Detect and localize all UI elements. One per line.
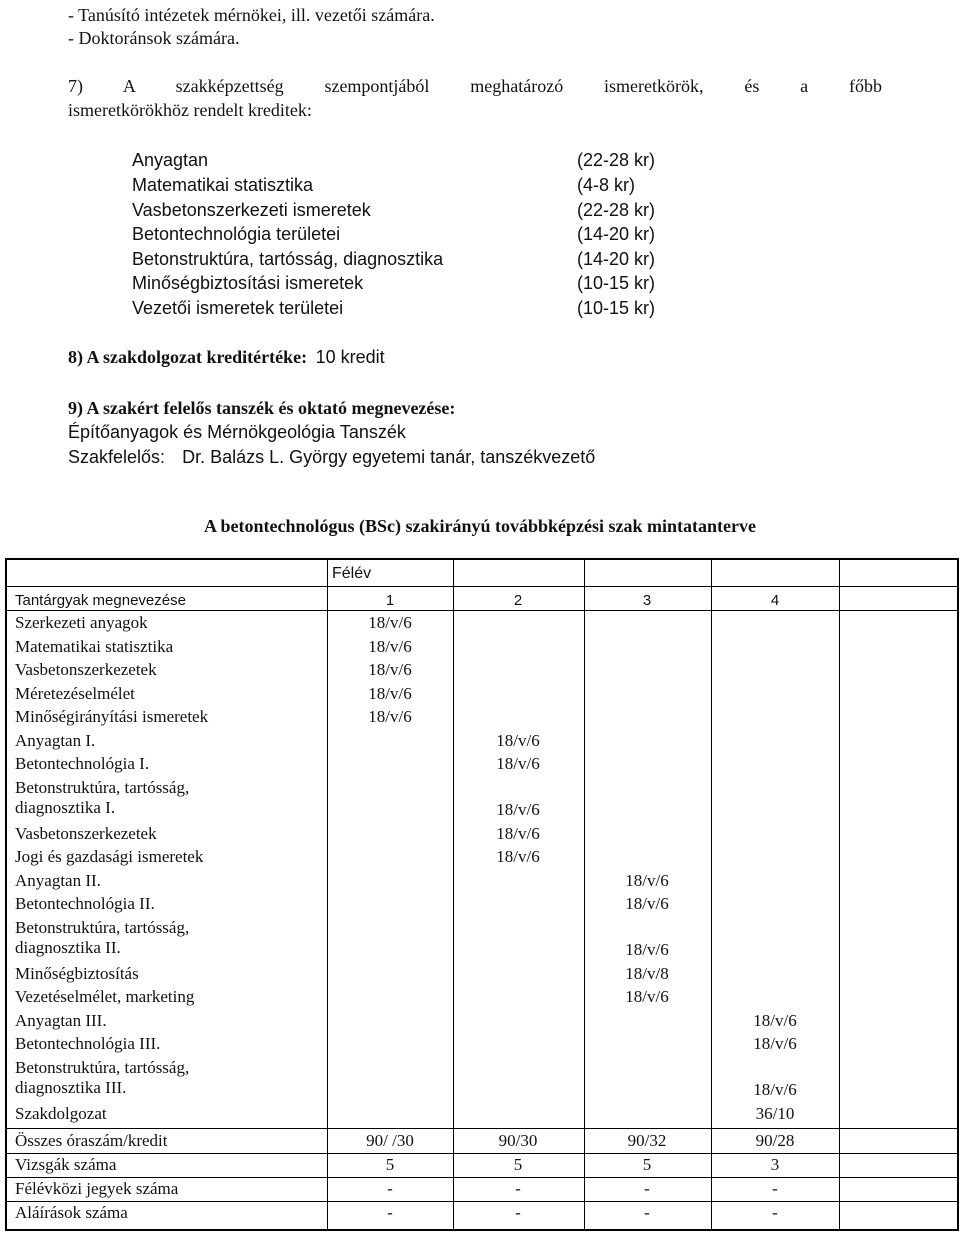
subject-name [15, 754, 149, 774]
semester-value: 18/v/6 [753, 1010, 797, 1030]
subject-name [15, 778, 189, 818]
knowledge-area-name: Vezetői ismeretek területei [132, 298, 344, 318]
intro-line-1: - Tanúsító intézetek mérnökei, ill. vezetői számára. [68, 5, 435, 25]
subject-name-line: diagnosztika III. [15, 1077, 127, 1097]
semester-number: 4 [770, 592, 780, 609]
summary-label: Félévközi jegyek száma [15, 1179, 179, 1198]
section7-heading-line1: 7) A szakképzettség szempontjából meghatározó ismeretkörök, és a főbb [68, 76, 882, 96]
semester-value: 18/v/6 [625, 940, 669, 959]
semester-number: 1 [385, 592, 395, 609]
subject-name-line: Szerkezeti anyagok [15, 613, 148, 632]
summary-value: 5 [385, 1155, 395, 1174]
semester-value: 36/10 [755, 1103, 795, 1123]
department-name: Építőanyagok és Mérnökgeológia Tanszék [68, 422, 406, 442]
curriculum-table [5, 558, 959, 1231]
thesis-credit-value: 10 kredit [315, 347, 385, 367]
subject-name-line: Betonstruktúra, tartósság, [15, 1057, 190, 1077]
summary-value: - [644, 1203, 650, 1222]
semester-value: 18/v/6 [368, 613, 412, 632]
row-divider [7, 1128, 957, 1129]
subject-name-line: diagnosztika II. [15, 937, 121, 957]
semester-value: 18/v/6 [368, 636, 412, 656]
subject-name [15, 894, 155, 914]
summary-label: Összes óraszám/kredit [15, 1131, 168, 1150]
subject-name [15, 684, 135, 704]
summary-value: 5 [642, 1155, 652, 1174]
subject-name-line: Matematikai statisztika [15, 636, 174, 656]
summary-value: - [387, 1203, 393, 1222]
summary-value: 90/28 [755, 1131, 795, 1150]
subject-name [15, 1034, 160, 1054]
subject-name [15, 847, 203, 867]
subject-name-line: Anyagtan III. [15, 1010, 107, 1030]
knowledge-area-name: Matematikai statisztika [132, 175, 314, 195]
subject-name-line: Anyagtan II. [15, 870, 101, 890]
subject-name [15, 1058, 189, 1098]
subject-name-line: Betontechnológia I. [15, 754, 150, 773]
summary-value: - [515, 1203, 521, 1222]
semester-header: Félév [332, 565, 372, 582]
summary-value: 5 [513, 1155, 523, 1174]
knowledge-area-credits: (14-20 kr) [577, 249, 656, 269]
summary-value: 90/30 [498, 1131, 538, 1150]
subject-name-line: Betontechnológia II. [15, 894, 155, 913]
summary-value: 90/32 [627, 1131, 667, 1150]
subject-name-line: Minőségbiztosítás [15, 963, 139, 983]
knowledge-area-credits: (14-20 kr) [577, 224, 656, 244]
subject-name-line: Méretezéselmélet [15, 683, 135, 703]
intro-line-2: - Doktoránsok számára. [68, 28, 240, 48]
knowledge-area-credits: (10-15 kr) [577, 298, 656, 318]
semester-value: 18/v/6 [368, 660, 412, 679]
row-divider [7, 586, 957, 587]
row-divider [7, 1177, 957, 1178]
subject-name [15, 987, 194, 1007]
subject-name-line: Vasbetonszerkezetek [15, 660, 157, 679]
subject-name-line: Minőségirányítási ismeretek [15, 707, 209, 726]
semester-value: 18/v/6 [496, 754, 540, 773]
semester-value: 18/v/8 [625, 963, 669, 983]
subject-name [15, 964, 139, 984]
subject-name-line: Anyagtan I. [15, 730, 96, 750]
subject-name [15, 918, 189, 958]
semester-value: 18/v/6 [625, 987, 669, 1006]
subject-name [15, 707, 208, 727]
semester-value: 18/v/6 [753, 1080, 797, 1099]
knowledge-area-name: Minőségbiztosítási ismeretek [132, 273, 364, 293]
summary-value: - [772, 1203, 778, 1222]
summary-value: 3 [770, 1155, 780, 1174]
summary-label: Vizsgák száma [15, 1155, 117, 1174]
summary-value: - [644, 1179, 650, 1198]
semester-value: 18/v/6 [368, 707, 412, 726]
subject-name [15, 731, 95, 751]
knowledge-area-credits: (4-8 kr) [577, 175, 635, 195]
subject-name-line: Betonstruktúra, tartósság, [15, 777, 190, 797]
responsible-label: Szakfelelős: [68, 447, 166, 467]
subject-name [15, 660, 157, 680]
semester-value: 18/v/6 [368, 683, 412, 703]
semester-value: 18/v/6 [625, 894, 669, 913]
knowledge-area-name: Vasbetonszerkezeti ismeretek [132, 200, 371, 220]
responsible-person-line [68, 446, 595, 468]
knowledge-area-credits: (10-15 kr) [577, 273, 656, 293]
subject-name [15, 1011, 107, 1031]
knowledge-area-name: Betonstruktúra, tartósság, diagnosztika [132, 249, 444, 269]
responsible-person: Dr. Balázs L. György egyetemi tanár, tanszékvezető [182, 447, 596, 467]
subject-name-line: Betonstruktúra, tartósság, [15, 917, 190, 937]
knowledge-area-name: Betontechnológia területei [132, 224, 341, 244]
subject-name-line: diagnosztika I. [15, 797, 116, 817]
thesis-credit-line [68, 346, 385, 368]
subject-name [15, 824, 157, 844]
subject-name [15, 637, 173, 657]
summary-value: - [387, 1179, 393, 1198]
subject-header: Tantárgyak megnevezése [15, 592, 186, 609]
subject-name [15, 613, 148, 633]
semester-value: 18/v/6 [625, 870, 669, 890]
row-divider [7, 610, 957, 611]
semester-value: 18/v/6 [496, 730, 540, 750]
semester-number: 3 [642, 592, 652, 609]
subject-name-line: Szakdolgozat [15, 1103, 107, 1123]
summary-value: - [772, 1179, 778, 1198]
semester-value: 18/v/6 [753, 1034, 797, 1053]
semester-value: 18/v/6 [496, 847, 540, 866]
knowledge-area-name: Anyagtan [132, 150, 209, 170]
section9-heading: 9) A szakért felelős tanszék és oktató megnevezése: [68, 398, 456, 418]
row-divider [7, 1153, 957, 1154]
section7-heading-line2: ismeretkörökhöz rendelt kreditek: [68, 100, 312, 120]
knowledge-area-credits: (22-28 kr) [577, 200, 656, 220]
semester-number: 2 [513, 592, 523, 609]
subject-name-line: Betontechnológia III. [15, 1034, 161, 1053]
curriculum-title: A betontechnológus (BSc) szakirányú továbbképzési szak mintatanterve [203, 516, 756, 536]
semester-value: 18/v/6 [496, 823, 540, 843]
summary-value: 90/ /30 [366, 1131, 414, 1150]
summary-value: - [515, 1179, 521, 1198]
subject-name-line: Vezetéselmélet, marketing [15, 987, 195, 1006]
semester-value: 18/v/6 [496, 800, 540, 819]
knowledge-area-credits: (22-28 kr) [577, 150, 656, 170]
summary-label: Aláírások száma [15, 1203, 128, 1222]
subject-name [15, 1104, 107, 1124]
thesis-credit-label: 8) A szakdolgozat kreditértéke: [68, 347, 308, 367]
subject-name-line: Vasbetonszerkezetek [15, 823, 157, 843]
subject-name [15, 871, 101, 891]
row-divider [7, 1201, 957, 1202]
subject-name-line: Jogi és gazdasági ismeretek [15, 847, 204, 866]
